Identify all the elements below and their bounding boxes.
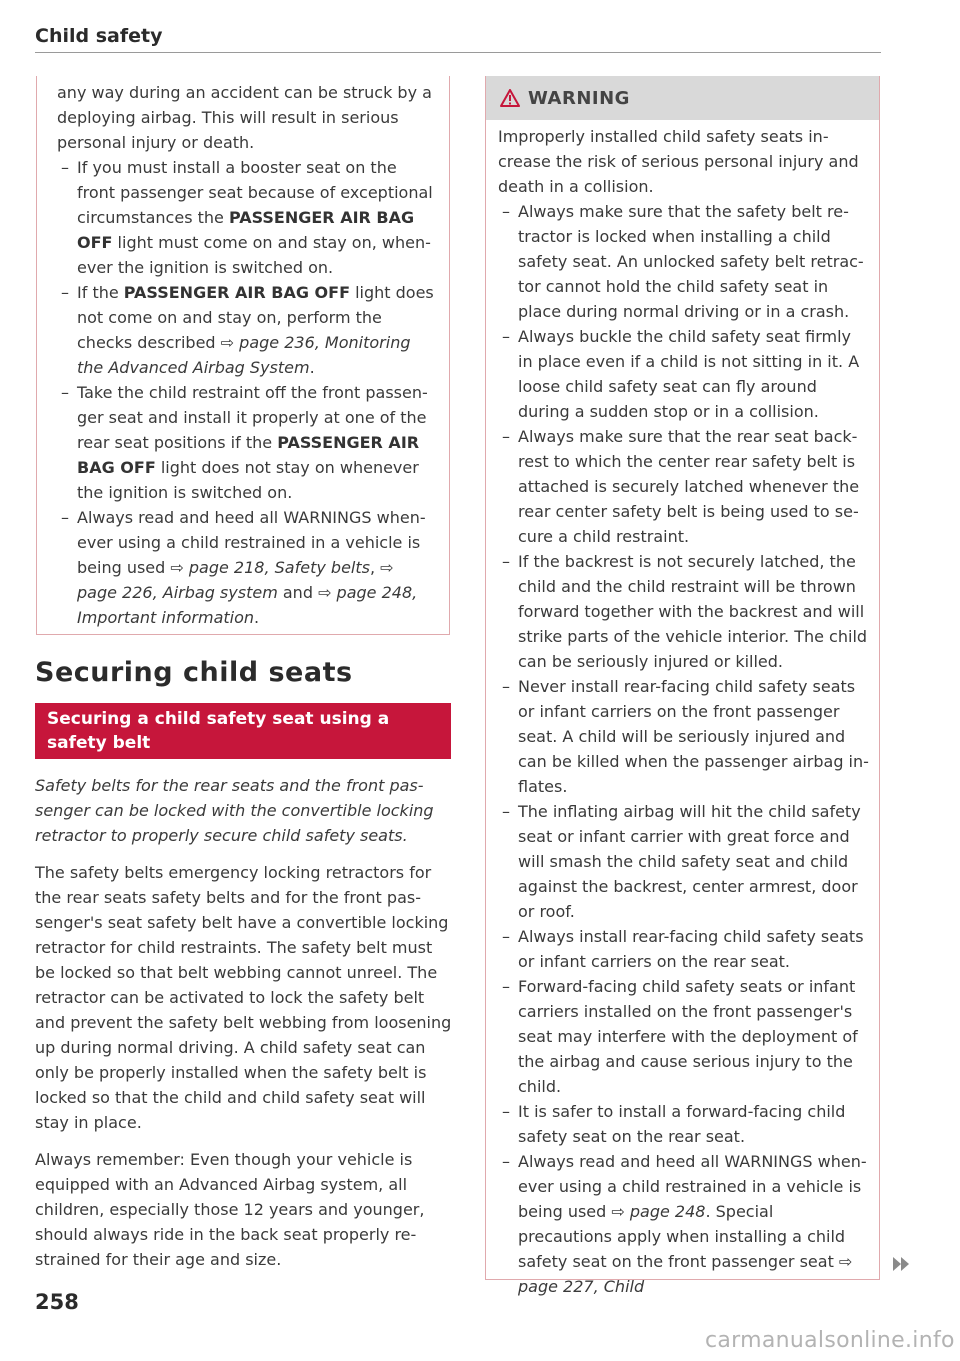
page-reference-link[interactable]: ⇨ page 248, Important information (77, 583, 418, 627)
section-body (35, 773, 455, 1284)
list-item: – Always make sure that the safety belt retractor is locked when installing a child safety seat. An unlocked safety belt retractor cannot hold the child safety seat in place during normal driving or in a crash. (498, 199, 869, 324)
warning-label: WARNING (528, 87, 630, 109)
watermark: carmanualsonline.info (705, 1328, 955, 1353)
list-item: – Always read and heed all WARNINGS whenever using a child restrained in a vehicle is being used ⇨ page 248. Special precautions apply when installing a child safety seat on the front passenger seat ⇨ page 227, Child (498, 1149, 869, 1299)
right-warning-box (485, 76, 880, 1296)
page-reference-link[interactable]: ⇨ page 218, Safety belts (170, 558, 370, 577)
body-paragraph: Always remember: Even though your vehicle is equipped with an Advanced Airbag system, all children, especially those 12 years and younger, should always ride in the back seat properly restrained for their age and size. (35, 1150, 425, 1269)
header-rule (35, 52, 881, 53)
list-item: – Forward-facing child safety seats or infant carriers installed on the front passenger's seat may interfere with the deployment of the airbag and cause serious injury to the child. (498, 974, 869, 1099)
page-reference-link[interactable]: ⇨ page 248 (611, 1202, 706, 1221)
list-item: – Never install rear-facing child safety seats or infant carriers on the front passenger seat. A child will be seriously injured and can be killed when the passenger airbag inflates. (498, 674, 869, 799)
page-reference-link[interactable]: ⇨ page 236, Monitoring the Advanced Airbag System (77, 333, 411, 377)
list-item: – It is safer to install a forward-facing child safety seat on the rear seat. (498, 1099, 869, 1149)
warning-header (486, 76, 879, 120)
page-number: 258 (35, 1290, 79, 1314)
left-warning-list (57, 155, 435, 630)
page-header-title: Child safety (35, 25, 163, 47)
list-item: – If the PASSENGER AIR BAG OFF light does not come on and stay on, perform the checks described ⇨ page 236, Monitoring the Advanced Airbag System. (57, 280, 435, 380)
list-item: – Always make sure that the rear seat backrest to which the center rear safety belt is attached is securely latched whenever the rear center safety belt is being used to secure a child restraint. (498, 424, 869, 549)
continue-arrow-icon[interactable] (892, 1256, 910, 1272)
warning-paragraph: Improperly installed child safety seats increase the risk of serious personal injury and death in a collision. (498, 127, 859, 196)
list-item: – If you must install a booster seat on the front passenger seat because of exceptional circumstances the PASSENGER AIR BAG OFF light must come on and stay on, whenever the ignition is switched on. (57, 155, 435, 280)
page-reference-link[interactable]: ⇨ page 226, Airbag system (77, 558, 394, 602)
list-item: – Always buckle the child safety seat firmly in place even if a child is not sitting in it. A loose child safety seat can fly around during a sudden stop or in a collision. (498, 324, 869, 424)
page-reference-link[interactable]: ⇨ page 227, Child (518, 1252, 853, 1296)
list-item: – Always read and heed all WARNINGS whenever using a child restrained in a vehicle is being used ⇨ page 218, Safety belts, ⇨ page 226, Airbag system and ⇨ page 248, Important information. (57, 505, 435, 630)
section-intro: Safety belts for the rear seats and the front passenger can be locked with the convertible locking retractor to properly secure child safety seats. (35, 776, 434, 845)
list-item: – Always install rear-facing child safety seats or infant carriers on the rear seat. (498, 924, 869, 974)
subsection-banner: Securing a child safety seat using a safety belt (35, 703, 451, 759)
section-title: Securing child seats (35, 657, 353, 688)
left-warning-paragraph: any way during an accident can be struck by a deploying airbag. This will result in serious personal injury or death. (57, 83, 432, 152)
list-item: – The inflating airbag will hit the child safety seat or infant carrier with great force and will smash the child safety seat and child against the backrest, center armrest, door or roof. (498, 799, 869, 924)
body-paragraph: The safety belts emergency locking retractors for the rear seats safety belts and for the front passenger's seat safety belt have a convertible locking retractor for child restraints. The safety belt must be locked so that belt webbing cannot unreel. The retractor can be activated to lock the safety belt and prevent the safety belt webbing from loosening up during normal driving. A child safety seat can only be properly installed when the safety belt is locked so that the child and child safety seat will stay in place. (35, 863, 452, 1132)
right-warning-list (498, 199, 869, 1299)
left-warning-box (36, 76, 450, 635)
list-item: – Take the child restraint off the front passenger seat and install it properly at one of the rear seat positions if the PASSENGER AIR BAG OFF light does not stay on whenever the ignition is switched on. (57, 380, 435, 505)
warning-triangle-icon (500, 89, 520, 107)
list-item: – If the backrest is not securely latched, the child and the child restraint will be thrown forward together with the backrest and will strike parts of the vehicle interior. The child can be seriously injured or killed. (498, 549, 869, 674)
